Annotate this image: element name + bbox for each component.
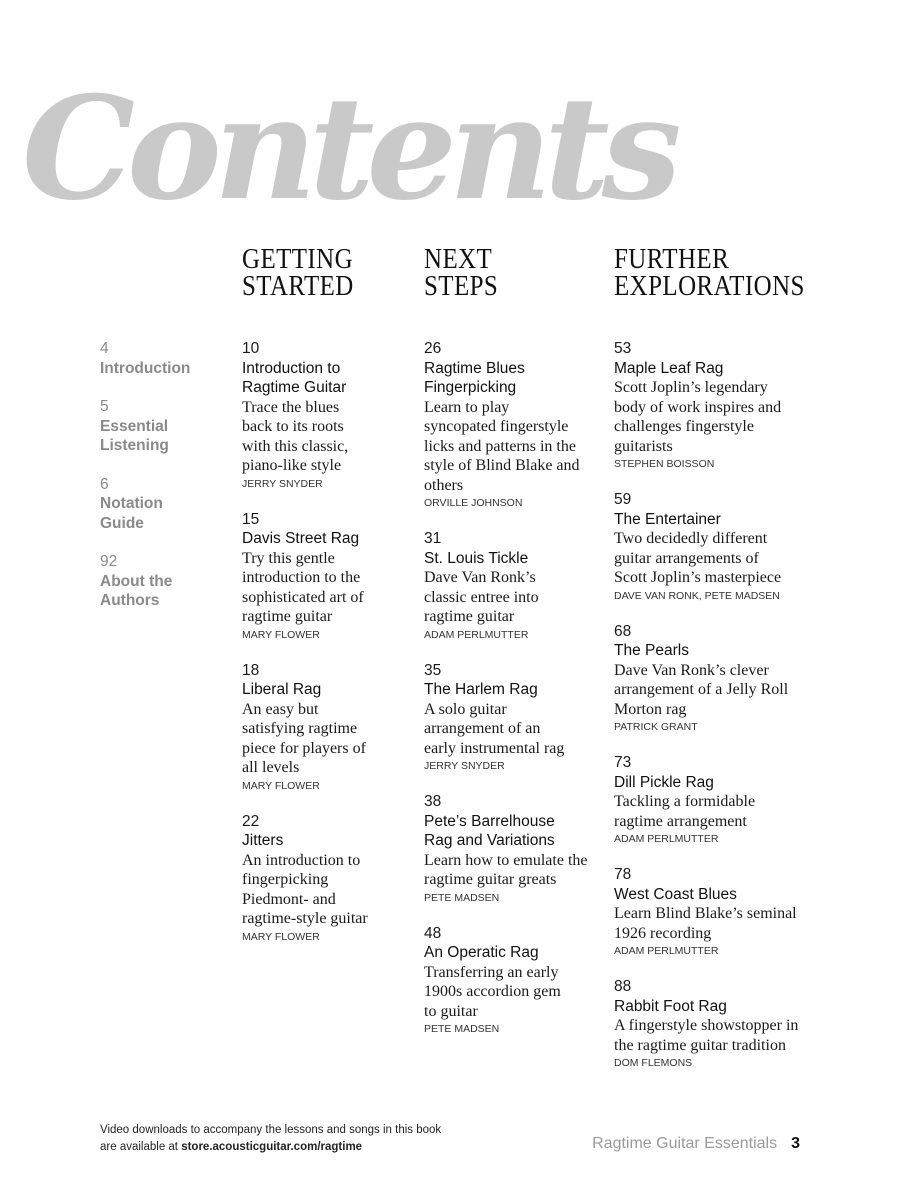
entry-title: Jitters [242,832,284,849]
page-number: 53 [614,340,632,357]
entry-author: MARY FLOWER [242,628,320,641]
entry-title: Liberal Rag [242,681,322,698]
running-footer [592,1134,800,1154]
column-heading-further-explorations [614,243,805,302]
entry-author: MARY FLOWER [242,779,320,792]
entry-description: Dave Van Ronk’s classic entree into ragtime guitar [424,569,539,625]
page-number: 22 [242,812,260,830]
column-further-explorations [614,339,809,1089]
entry-title: Rabbit Foot Rag [614,997,727,1015]
entry-description: Scott Joplin’s legendary body of work inspires and challenges fingerstyle guitarists [614,379,782,455]
page-number: 73 [614,754,632,771]
entry-title: Introduction to Ragtime Guitar [242,359,347,396]
entry-title: An Operatic Rag [424,944,539,961]
video-download-note [100,1122,500,1156]
column-heading-next-steps [424,243,499,302]
toc-entry[interactable] [242,812,382,946]
book-name: Ragtime Guitar Essentials [592,1135,778,1152]
entry-title: West Coast Blues [614,885,737,903]
page-number: 38 [424,793,442,810]
heading-line: FURTHER [614,243,730,275]
entry-author: ADAM PERLMUTTER [424,628,529,641]
toc-entry[interactable] [614,865,809,960]
entry-description: Learn Blind Blake’s seminal 1926 recording [614,905,797,942]
entry-title: Ragtime Blues Fingerpicking [424,359,525,396]
entry-author: JERRY SNYDER [424,760,505,772]
entry-author: DOM FLEMONS [614,1057,693,1069]
toc-entry[interactable] [242,510,382,644]
column-getting-started [242,339,382,963]
toc-entry[interactable] [614,339,809,473]
column-next-steps [424,339,594,1055]
entry-author: DAVE VAN RONK, PETE MADSEN [614,589,780,602]
entry-title: The Entertainer [614,510,721,528]
page-number: 88 [614,978,632,995]
toc-entry[interactable] [614,622,809,737]
page-number: 10 [242,340,260,357]
entry-description: Two decidedly different guitar arrangements of Scott Joplin’s masterpiece [614,530,782,586]
page-number: 26 [424,340,442,357]
heading-line: NEXT [424,243,493,275]
entry-title: Essential Listening [100,417,169,454]
entry-description: Try this gentle introduction to the sophisticated art of ragtime guitar [242,549,364,625]
page-number: 68 [614,622,632,640]
sidebar-item-about-the-authors[interactable] [100,552,180,611]
toc-entry[interactable] [424,661,594,776]
entry-title: Maple Leaf Rag [614,359,724,377]
page-number: 48 [424,924,442,942]
entry-title: Davis Street Rag [242,530,360,547]
heading-line: GETTING [242,243,354,275]
toc-entry[interactable] [614,753,809,848]
note-line: Video downloads to accompany the lessons and songs in this book [100,1124,442,1136]
toc-entry[interactable] [614,977,809,1072]
page-number: 35 [424,661,442,679]
entry-author: PATRICK GRANT [614,721,698,733]
toc-entry[interactable] [424,792,594,907]
entry-title: About the Authors [100,572,173,609]
entry-title: Introduction [100,359,191,377]
entry-description: A fingerstyle showstopper in the ragtime guitar tradition [614,1017,799,1054]
sidebar-item-introduction[interactable] [100,339,210,378]
entry-description: An introduction to fingerpicking Piedmont- and ragtime-style guitar [242,851,368,927]
entry-title: Notation Guide [100,495,163,532]
page-number: 15 [242,510,260,528]
entry-author: PETE MADSEN [424,891,500,904]
sidebar-item-essential-listening[interactable] [100,397,180,456]
entry-author: ADAM PERLMUTTER [614,945,719,957]
page-number: 6 [100,475,109,493]
toc-entry[interactable] [614,490,809,605]
folio-page-number: 3 [791,1135,800,1152]
entry-description: Learn to play syncopated fingerstyle licks and patterns in the style of Blind Blake and others [424,398,580,494]
page-number: 59 [614,491,632,508]
note-line [100,1139,500,1156]
entry-description: Tackling a formidable ragtime arrangement [614,793,756,830]
front-matter-list [100,339,210,630]
toc-entry[interactable] [424,924,594,1039]
heading-line: STEPS [424,270,499,302]
entry-title: St. Louis Tickle [424,549,529,567]
entry-author: STEPHEN BOISSON [614,458,715,470]
entry-description: Learn how to emulate the ragtime guitar greats [424,851,588,888]
page-number: 92 [100,553,118,570]
toc-entry[interactable] [424,529,594,644]
entry-author: JERRY SNYDER [242,477,323,490]
toc-entry[interactable] [242,339,382,493]
note-prefix: are available at [100,1141,182,1153]
page-number: 5 [100,398,109,415]
entry-title: Dill Pickle Rag [614,773,714,791]
page-title: Contents [22,66,674,232]
column-heading-getting-started [242,243,354,302]
entry-description: Trace the blues back to its roots with this classic, piano-like style [242,398,349,474]
entry-description: An easy but satisfying ragtime piece for players of all levels [242,700,366,776]
page-number: 18 [242,661,260,679]
entry-author: ORVILLE JOHNSON [424,497,523,509]
entry-description: Dave Van Ronk’s clever arrangement of a Jelly Roll Morton rag [614,661,789,718]
entry-title: The Pearls [614,642,689,659]
entry-title: The Harlem Rag [424,681,538,698]
page-number: 4 [100,340,109,357]
entry-description: A solo guitar arrangement of an early instrumental rag [424,700,565,757]
toc-entry[interactable] [424,339,594,512]
heading-line: STARTED [242,270,354,302]
entry-description: Transferring an early 1900s accordion gem to guitar [424,963,561,1020]
sidebar-item-notation-guide[interactable] [100,475,180,534]
page-number: 31 [424,530,442,547]
heading-line: EXPLORATIONS [614,270,805,302]
entry-author: MARY FLOWER [242,930,320,943]
entry-author: ADAM PERLMUTTER [614,833,719,845]
entry-title: Pete’s Barrelhouse Rag and Variations [424,812,555,849]
page-number: 78 [614,866,632,883]
store-link[interactable]: store.acousticguitar.com/ragtime [181,1141,363,1153]
toc-entry[interactable] [242,661,382,795]
entry-author: PETE MADSEN [424,1023,500,1035]
